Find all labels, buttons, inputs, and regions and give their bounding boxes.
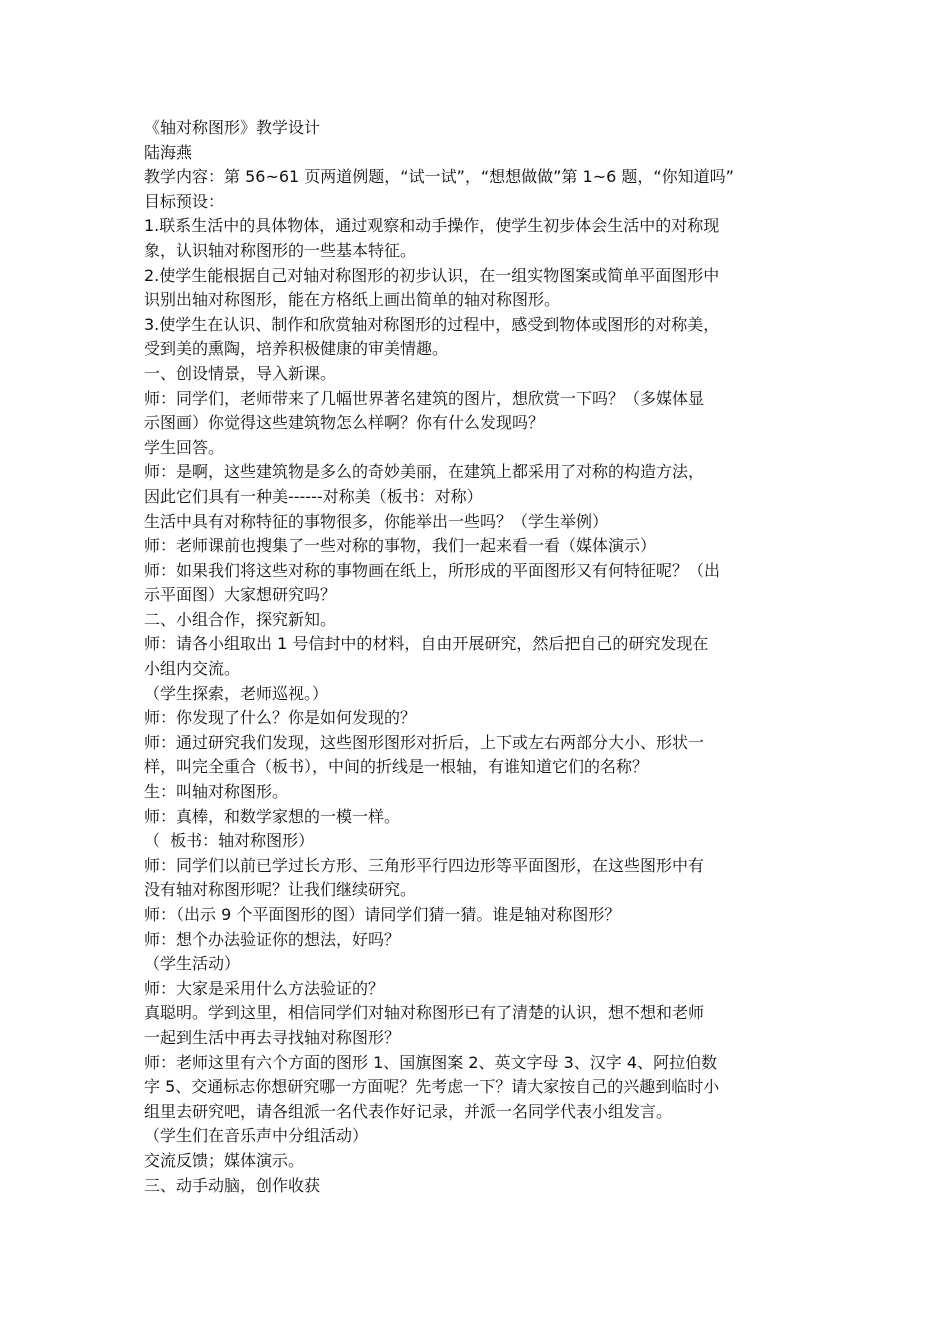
- text-line: 1.联系生活中的具体物体，通过观察和动手操作，使学生初步体会生活中的对称现: [144, 216, 720, 236]
- author-name: 陆海燕: [144, 142, 193, 162]
- text-line: 师：老师课前也搜集了一些对称的事物，我们一起来看一看（媒体演示）: [144, 536, 657, 556]
- text-line: 师：是啊，这些建筑物是多么的奇妙美丽，在建筑上都采用了对称的构造方法，: [144, 462, 705, 482]
- text-line: 学生回答。: [144, 437, 225, 457]
- text-line: 因此它们具有一种美------对称美（板书：对称）: [144, 486, 483, 506]
- text-line: 识别出轴对称图形，能在方格纸上画出简单的轴对称图形。: [144, 290, 561, 310]
- text-line: 小组内交流。: [144, 659, 241, 679]
- text-line: 师：你发现了什么？你是如何发现的？: [144, 708, 417, 728]
- section-heading: 一、创设情景，导入新课。: [144, 363, 337, 383]
- text-line: 师：老师这里有六个方面的图形 1、国旗图案 2、英文字母 3、汉字 4、阿拉伯数: [144, 1052, 718, 1072]
- text-line: 真聪明。学到这里，相信同学们对轴对称图形已有了清楚的认识，想不想和老师: [144, 1003, 705, 1023]
- text-line: 师：请各小组取出 1 号信封中的材料，自由开展研究，然后把自己的研究发现在: [144, 634, 709, 654]
- text-line: 师：大家是采用什么方法验证的？: [144, 978, 385, 998]
- document-title: 《轴对称图形》教学设计: [144, 118, 321, 137]
- text-line: （学生们在音乐声中分组活动）: [144, 1126, 369, 1146]
- text-line: 师：想个办法验证你的想法，好吗？: [144, 929, 401, 949]
- text-line: 象，认识轴对称图形的一些基本特征。: [144, 240, 417, 260]
- text-line: 2.使学生能根据自己对轴对称图形的初步认识，在一组实物图案或简单平面图形中: [144, 265, 720, 285]
- section-heading: 二、小组合作，探究新知。: [144, 609, 337, 629]
- text-line: 示图画）你觉得这些建筑物怎么样啊？你有什么发现吗？: [144, 413, 545, 433]
- text-line: 样，叫完全重合（板书），中间的折线是一根轴，有谁知道它们的名称？: [144, 757, 649, 777]
- text-line: 生：叫轴对称图形。: [144, 782, 289, 802]
- text-line: （学生活动）: [144, 954, 241, 974]
- text-line: 教学内容：第 56~61 页两道例题，“试一试”，“想想做做”第 1~6 题，“你知道吗”: [144, 167, 734, 187]
- text-line: 3.使学生在认识、制作和欣赏轴对称图形的过程中，感受到物体或图形的对称美，: [144, 314, 720, 334]
- text-line: 组里去研究吧，请各组派一名代表作好记录，并派一名同学代表小组发言。: [144, 1101, 673, 1121]
- text-line: 没有轴对称图形呢？让我们继续研究。: [144, 880, 417, 900]
- text-line: 师：同学们，老师带来了几幅世界著名建筑的图片，想欣赏一下吗？（多媒体显: [144, 388, 705, 408]
- text-line: 师：真棒，和数学家想的一模一样。: [144, 806, 401, 826]
- document-body: [144, 116, 810, 1198]
- text-line: （ 板书：轴对称图形）: [144, 831, 315, 851]
- text-line: 字 5、交通标志你想研究哪一方面呢？先考虑一下？请大家按自己的兴趣到临时小: [144, 1077, 720, 1097]
- text-line: 师：同学们以前已学过长方形、三角形平行四边形等平面图形，在这些图形中有: [144, 855, 705, 875]
- text-line: 受到美的熏陶，培养积极健康的审美情趣。: [144, 339, 449, 359]
- text-line: 一起到生活中再去寻找轴对称图形？: [144, 1027, 401, 1047]
- text-line: 目标预设：: [144, 191, 225, 211]
- text-line: 生活中具有对称特征的事物很多，你能举出一些吗？（学生举例）: [144, 511, 609, 531]
- text-line: 示平面图）大家想研究吗？: [144, 585, 337, 605]
- section-heading: 三、动手动脑，创作收获: [144, 1175, 321, 1195]
- text-line: 师：如果我们将这些对称的事物画在纸上，所形成的平面图形又有何特征呢？（出: [144, 560, 721, 580]
- text-line: 师：通过研究我们发现，这些图形图形对折后，上下或左右两部分大小、形状一: [144, 732, 705, 752]
- text-line: （学生探索，老师巡视。）: [144, 683, 329, 703]
- text-line: 交流反馈；媒体演示。: [144, 1150, 305, 1170]
- text-line: 师：（出示 9 个平面图形的图）请同学们猜一猜。谁是轴对称图形？: [144, 905, 621, 924]
